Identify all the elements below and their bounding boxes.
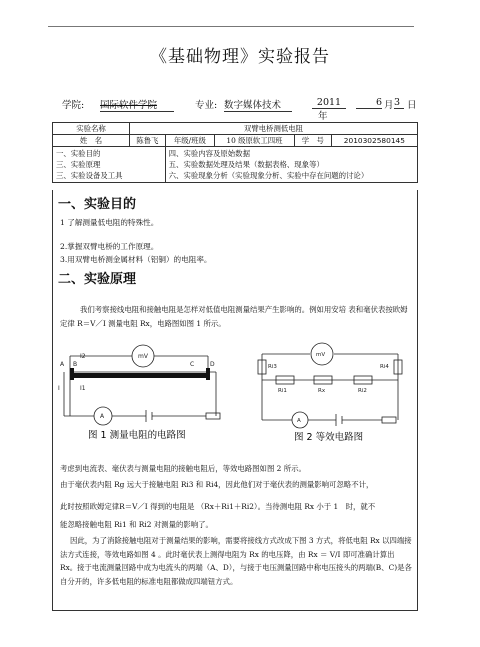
label-ri2: Ri2 <box>358 388 367 394</box>
info-table <box>52 122 418 183</box>
month-unit: 月 <box>384 100 394 111</box>
experiment-name-label: 实验名称 <box>53 123 130 135</box>
label-ri1: Ri1 <box>278 388 287 394</box>
experiment-name: 双臂电桥测低电阻 <box>130 123 418 135</box>
month-value: 6 <box>356 97 382 109</box>
toc-left <box>53 147 166 183</box>
year-unit: 年 <box>318 111 328 122</box>
figure-1-caption: 图 1 测量电阻的电路图 <box>88 430 186 441</box>
class-value: 10 级原软工四班 <box>215 135 295 147</box>
label-c: C <box>190 361 195 368</box>
toc-right <box>165 147 417 183</box>
label-ri3: Ri3 <box>268 364 277 370</box>
student-name: 陈鲁飞 <box>130 135 166 147</box>
table-row <box>53 135 418 147</box>
page-title: 《基础物理》实验报告 <box>150 47 330 67</box>
label-i2: I2 <box>80 353 86 360</box>
millivoltmeter-label: mV <box>138 353 148 360</box>
section-heading-principle: 二、实验原理 <box>58 272 137 287</box>
college-value: 国际软件学院 <box>100 97 174 112</box>
figure-2-caption: 图 2 等效电路图 <box>294 432 364 443</box>
paragraph: 因此，为了消除接触电阻对于测量结果的影响，需要将接线方式改成下图 3 方式，将低电阻 Rx 以四端接法方式连接，等效电路如图 4 。此时毫伏表上测得电阻为 Rx 的电压降，由 Rx ＝ V/I 即可准确计算出 Rx。接于电流测量回路中成为电流头的两端（A、D），与接于电压测量回路中称电压接头的两端(B、C)是各自分开的，许多低电阻的标准电阻都做成四端钮方式。 <box>60 536 412 586</box>
label-ri4: Ri4 <box>380 364 389 370</box>
ammeter-label: A <box>297 418 301 424</box>
header-rule <box>48 26 414 27</box>
toc-item: 六、实验现象分析（实验现象分析、实验中存在问题的讨论） <box>168 171 369 180</box>
major-label: 专业: <box>195 100 218 111</box>
student-name-label: 姓 名 <box>53 135 130 147</box>
paragraph: 此时按照欧姆定律R＝V／I 得到的电阻是 （Rx＋Ri1＋Ri2）。当待测电阻 Rx 小于 1 时，就不 <box>60 502 376 511</box>
figure-1-circuit <box>58 344 228 444</box>
paragraph: 考虑到电流表、毫伏表与测量电阻的接触电阻后，等效电路图如图 2 所示。 <box>60 464 306 473</box>
day-unit: 日 <box>407 100 417 111</box>
table-row <box>53 123 418 135</box>
college-label: 学院: <box>62 100 85 111</box>
list-item: 3.用双臂电桥测金属材料（铝铜）的电阻率。 <box>60 255 212 264</box>
student-id: 2010302580145 <box>331 135 417 147</box>
toc-item: 三、实验原理 <box>56 160 101 169</box>
label-i1: I1 <box>80 385 86 392</box>
figure-2-equivalent-circuit <box>250 340 410 444</box>
toc-item: 五、实验数据处理及结果（数据表格、现象等） <box>168 160 324 169</box>
day-value: 3 <box>394 97 404 109</box>
toc-item: 四、实验内容及原始数据 <box>168 149 250 158</box>
table-row <box>53 147 418 183</box>
ammeter-label: A <box>100 413 105 420</box>
major-value: 数字媒体技术 <box>224 97 292 112</box>
class-label: 年级/班级 <box>165 135 214 147</box>
toc-item: 三、实验设备及工具 <box>56 171 123 180</box>
paragraph: 我们考察接线电阻和接触电阻是怎样对低值电阻测量结果产生影响的。例如用安培 表和毫伏表按欧姆定律 R＝V／I 测量电阻 Rx，电路图如图 1 所示。 <box>60 305 408 328</box>
toc-item: 一、实验目的 <box>56 149 101 158</box>
section-heading-purpose: 一、实验目的 <box>58 197 137 212</box>
paragraph: 由于毫伏表内阻 Rg 远大于接触电阻 Ri3 和 Ri4，因此他们对于毫伏表的测量影响可忽略不计， <box>60 480 374 489</box>
year-value: 2011 <box>312 97 346 109</box>
label-a: A <box>60 361 65 368</box>
label-rx: Rx <box>318 388 326 394</box>
list-item: 1 了解测量低电阻的特殊性。 <box>60 218 159 227</box>
label-i: I <box>58 385 60 392</box>
student-id-label: 学 号 <box>294 135 331 147</box>
paragraph: 能忽略接触电阻 Ri1 和 Ri2 对测量的影响了。 <box>60 520 213 529</box>
list-item: 2.掌握双臂电桥的工作原理。 <box>60 242 159 251</box>
label-d: D <box>210 361 215 368</box>
label-b: B <box>73 361 78 368</box>
millivoltmeter-label: mV <box>316 352 326 358</box>
